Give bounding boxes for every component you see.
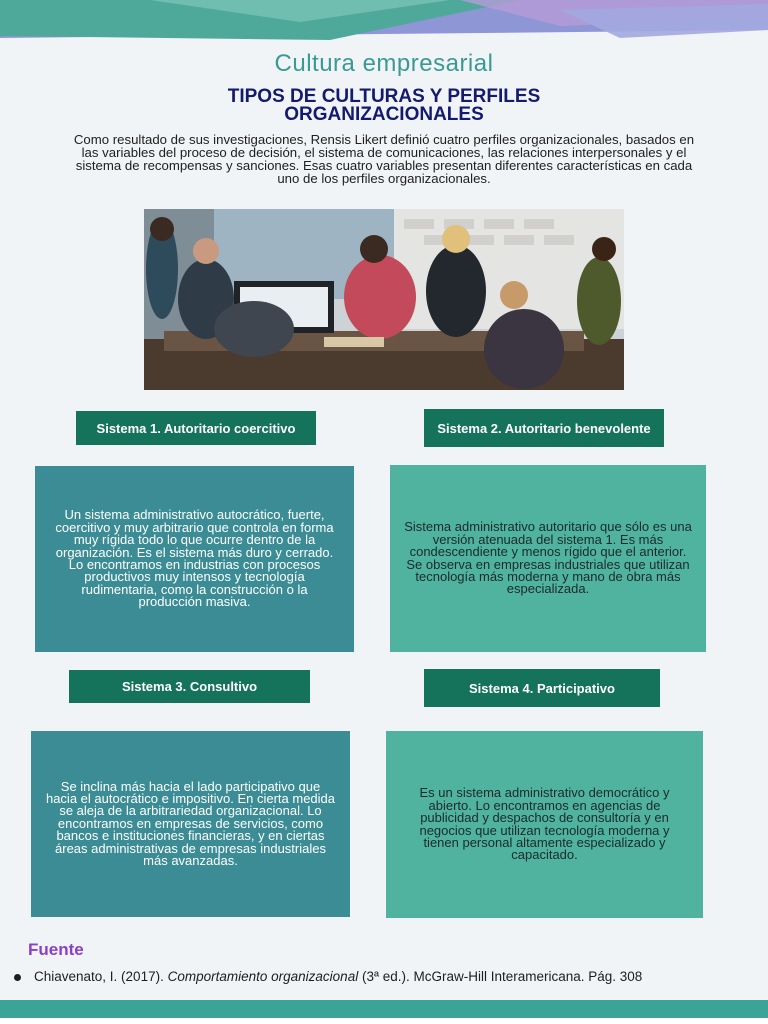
system-3-description: Se inclina más hacia el lado participativo que hacia el autocrático e impositivo. En cierta medida se aleja de la arbitrariedad organizacional. Lo encontramos en empresas de servicios, como bancos e instituciones financieras, y en ciertas áreas administrativas de empresas industriales más avanzadas. — [31, 731, 350, 917]
system-1-description: Un sistema administrativo autocrático, fuerte, coercitivo y muy arbitrario que controla en forma muy rígida todo lo que ocurre dentro de la organización. Es el sistema más duro y cerrado. Lo encontramos en industrias con procesos productivos muy intensos y tecnología rudimentaria, como la construcción o la producción masiva. — [35, 466, 354, 652]
top-decorative-band — [0, 0, 768, 44]
system-3-label: Sistema 3. Consultivo — [69, 670, 310, 703]
system-2-label: Sistema 2. Autoritario benevolente — [424, 409, 664, 447]
citation-details: (3ª ed.). McGraw-Hill Interamericana. Pág. 308 — [361, 969, 643, 984]
system-4-description: Es un sistema administrativo democrático y abierto. Lo encontramos en agencias de publicidad y despachos de consultoría y en negocios que utilizan tecnología moderna y tienen personal altamente especializado y capacitado. — [386, 731, 703, 918]
page-title: TIPOS DE CULTURAS Y PERFILES ORGANIZACIONALES — [227, 86, 541, 125]
citation-author: Chiavenato, I. (2017). — [34, 969, 164, 984]
system-2-description: Sistema administrativo autoritario que sólo es una versión atenuada del sistema 1. Es más condescendiente y menos rígido que el anterior. Se observa en empresas industriales que utilizan tecnología más moderna y mano de obra más especializada. — [390, 465, 706, 652]
intro-paragraph: Como resultado de sus investigaciones, Rensis Likert definió cuatro perfiles organizacionales, basados en las variables del proceso de decisión, el sistema de comunicaciones, las relaciones interpersonales y el sistema de recompensas y sanciones. Esas cuatro variables presentan diferentes características en cada uno de los perfiles organizacionales. — [73, 132, 695, 186]
bottom-stripe — [0, 1000, 768, 1018]
office-team-photo — [144, 209, 624, 390]
citation-title: Comportamiento organizacional — [167, 969, 359, 984]
source-heading: Fuente — [28, 940, 84, 959]
citation — [34, 970, 754, 983]
system-1-label: Sistema 1. Autoritario coercitivo — [76, 411, 316, 445]
bullet-icon — [14, 974, 21, 981]
bottom-decorative-band — [0, 1000, 768, 1024]
system-4-label: Sistema 4. Participativo — [424, 669, 660, 707]
brand-title: Cultura empresarial — [274, 50, 494, 77]
